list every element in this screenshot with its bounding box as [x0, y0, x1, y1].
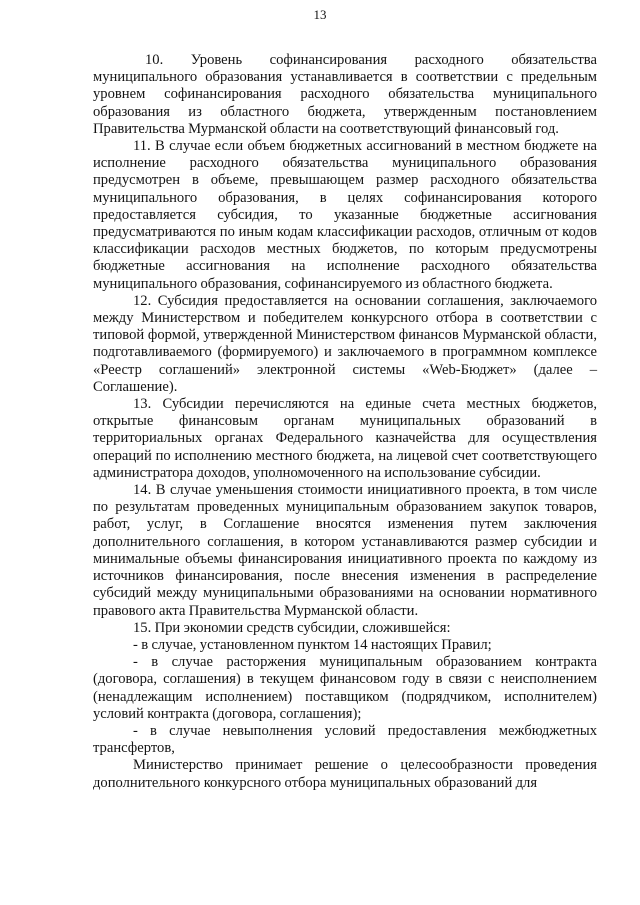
- paragraph-14: 14. В случае уменьшения стоимости инициативного проекта, в том числе по результатам проведенных муниципальным образованием закупок товаров, работ, услуг, в Соглашение вносятся изменения путем заключения дополнительного соглашения, в котором устанавливаются размер субсидии и минимальные объемы финансирования инициативного проекта по каждому из источников финансирования, после внесения изменения в распределение субсидий между муниципальными образованиями на основании нормативного правового акта Правительства Мурманской области.: [93, 482, 597, 619]
- paragraph-10: 10. Уровень софинансирования расходного обязательства муниципального образования устанавливается в соответствии с предельным уровнем софинансирования расходного обязательства муниципального образования из областного бюджета, утвержденным постановлением Правительства Мурманской области на соответствующий финансовый год.: [93, 52, 597, 137]
- page-number: 13: [313, 7, 327, 22]
- paragraph-12: 12. Субсидия предоставляется на основании соглашения, заключаемого между Министерством и победителем конкурсного отбора в соответствии с типовой формой, утвержденной Министерством финансов Мурманской области, подготавливаемого (формируемого) и заключаемого в программном комплексе «Реестр соглашений» электронной системы «Web-Бюджет» (далее – Соглашение).: [93, 292, 597, 395]
- paragraph-ministry-decision: Министерство принимает решение о целесообразности проведения дополнительного конкурсного отбора муниципальных образований для: [93, 757, 597, 791]
- paragraph-13: 13. Субсидии перечисляются на единые счета местных бюджетов, открытые финансовым органам муниципальных образований в территориальных органах Федерального казначейства для осуществления операций по исполнению местного бюджета, на лицевой счет соответствующего администратора доходов, уполномоченного на использование субсидии.: [93, 396, 597, 481]
- list-item-savings-case-2: - в случае расторжения муниципальным образованием контракта (договора, соглашения) в текущем финансовом году в связи с неисполнением (ненадлежащим исполнением) поставщиком (подрядчиком, исполнителем) условий контракта (договора, соглашения);: [93, 654, 597, 722]
- paragraph-11: 11. В случае если объем бюджетных ассигнований в местном бюджете на исполнение расходного обязательства муниципального образования предусмотрен в объеме, превышающем размер расходного обязательства муниципального образования, в целях софинансирования которого предоставляется субсидия, то указанные бюджетные ассигнования предусматриваются по иным кодам классификации расходов, отличным от кодов классификации расходов местных бюджетов, по которым предусмотрены бюджетные ассигнования на исполнение расходного обязательства муниципального образования, софинансируемого из областного бюджета.: [93, 138, 597, 292]
- paragraph-15: 15. При экономии средств субсидии, сложившейся:: [133, 619, 451, 636]
- list-item-savings-case-3: - в случае невыполнения условий предоставления межбюджетных трансфертов,: [93, 722, 597, 757]
- list-item-savings-case-1: - в случае, установленном пунктом 14 настоящих Правил;: [133, 636, 492, 653]
- document-body: [93, 52, 597, 792]
